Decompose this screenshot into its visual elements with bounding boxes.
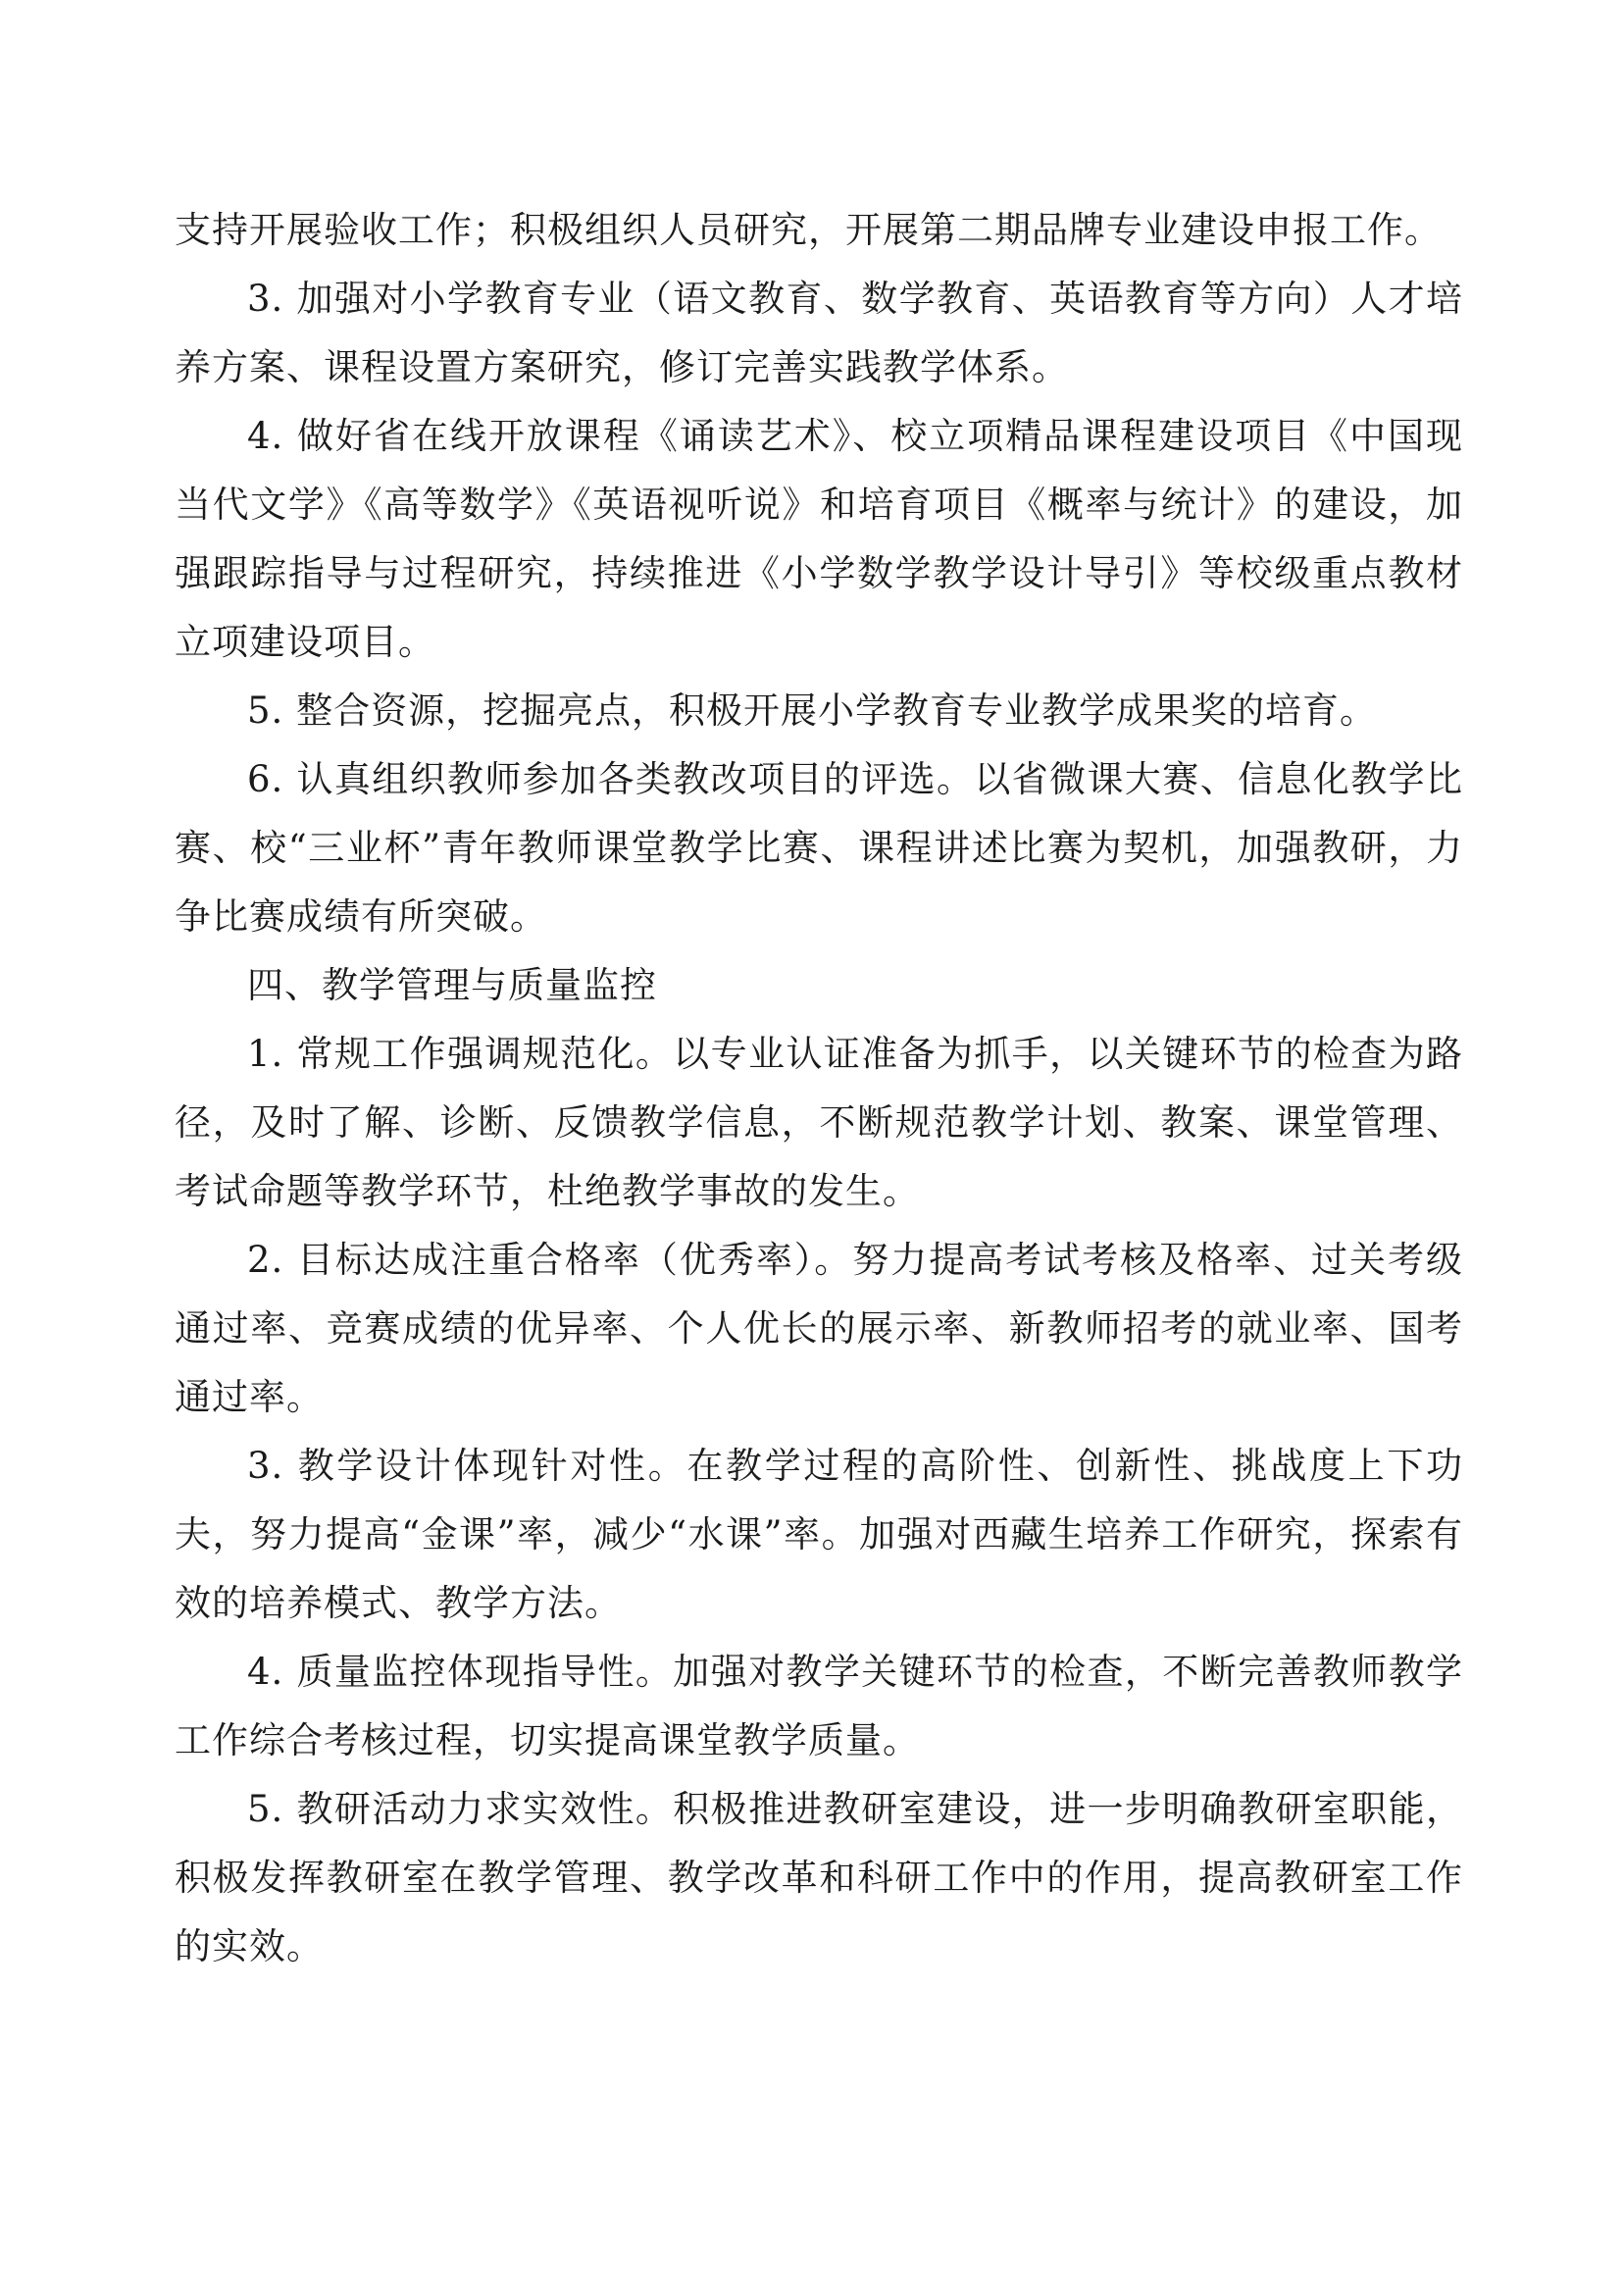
paragraph-management-item-2: 2. 目标达成注重合格率（优秀率）。努力提高考试考核及格率、过关考级通过率、竞赛成绩的优异率、个人优长的展示率、新教师招考的就业率、国考通过率。 xyxy=(175,1239,1463,1418)
paragraph-item-5: 5. 整合资源，挖掘亮点，积极开展小学教育专业教学成果奖的培育。 xyxy=(247,689,1378,732)
paragraph-management-item-5: 5. 教研活动力求实效性。积极推进教研室建设，进一步明确教研室职能，积极发挥教研室在教学管理、教学改革和科研工作中的作用，提高教研室工作的实效。 xyxy=(175,1788,1463,1967)
document-body xyxy=(175,196,1463,1981)
paragraph-management-item-3: 3. 教学设计体现针对性。在教学过程的高阶性、创新性、挑战度上下功夫，努力提高“金课”率，减少“水课”率。加强对西藏生培养工作研究，探索有效的培养模式、教学方法。 xyxy=(175,1445,1463,1624)
paragraph-management-item-4: 4. 质量监控体现指导性。加强对教学关键环节的检查，不断完善教师教学工作综合考核过程，切实提高课堂教学质量。 xyxy=(175,1651,1463,1761)
paragraph-item-4: 4. 做好省在线开放课程《诵读艺术》、校立项精品课程建设项目《中国现当代文学》《高等数学》《英语视听说》和培育项目《概率与统计》的建设，加强跟踪指导与过程研究，持续推进《小学数学教学设计导引》等校级重点教材立项建设项目。 xyxy=(175,415,1463,663)
paragraph-item-3: 3. 加强对小学教育专业（语文教育、数学教育、英语教育等方向）人才培养方案、课程设置方案研究，修订完善实践教学体系。 xyxy=(175,278,1463,388)
paragraph-management-item-1: 1. 常规工作强调规范化。以专业认证准备为抓手，以关键环节的检查为路径，及时了解、诊断、反馈教学信息，不断规范教学计划、教案、课堂管理、考试命题等教学环节，杜绝教学事故的发生。 xyxy=(175,1033,1463,1212)
paragraph-item-6: 6. 认真组织教师参加各类教改项目的评选。以省微课大赛、信息化教学比赛、校“三业杯”青年教师课堂教学比赛、课程讲述比赛为契机，加强教研，力争比赛成绩有所突破。 xyxy=(175,758,1463,938)
section-heading: 四、教学管理与质量监控 xyxy=(247,964,657,1006)
paragraph-continuation: 支持开展验收工作；积极组织人员研究，开展第二期品牌专业建设申报工作。 xyxy=(175,209,1442,251)
